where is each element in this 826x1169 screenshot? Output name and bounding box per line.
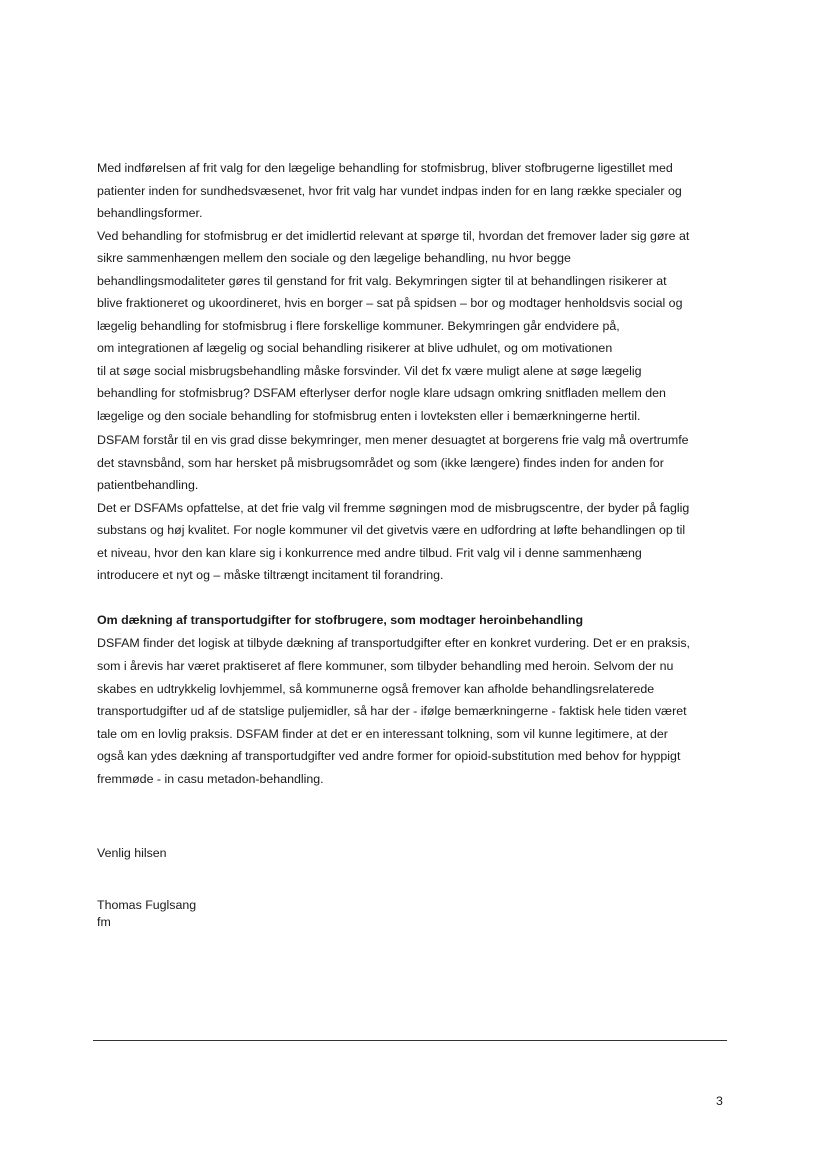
text-line: lægelige og den sociale behandling for stofmisbrug enten i lovteksten eller i bemærkningerne hertil. [97,409,641,423]
section-heading: Om dækning af transportudgifter for stofbrugere, som modtager heroinbehandling [97,613,584,627]
text-line: lægelig behandling for stofmisbrug i flere forskellige kommuner. Bekymringen går endvidere på, [97,319,620,333]
text-line: behandlingsmodaliteter gøres til genstand for frit valg. Bekymringen sigter til at behandlingen risikerer at [97,274,667,288]
text-line: tale om en lovlig praksis. DSFAM finder at det er en interessant tolkning, som vil kunne legitimere, at der [97,727,668,741]
footer-divider [93,1040,727,1041]
text-line: Det er DSFAMs opfattelse, at det frie valg vil fremme søgningen mod de misbrugscentre, der byder på faglig [97,501,690,515]
text-line: behandlingsformer. [97,206,203,220]
text-line: blive fraktioneret og ukoordineret, hvis en borger – sat på spidsen – bor og modtager henholdsvis social og [97,296,683,310]
text-line: sikre sammenhængen mellem den sociale og den lægelige behandling, nu hvor begge [97,251,571,265]
text-line: fremmøde - in casu metadon-behandling. [97,772,324,786]
signature-name: Thomas Fuglsang [97,898,197,912]
text-line: et niveau, hvor den kan klare sig i konkurrence med andre tilbud. Frit valg vil i denne sammenhæng [97,546,642,560]
text-line: det stavnsbånd, som har hersket på misbrugsområdet og som (ikke længere) findes inden for anden for [97,456,664,470]
text-line: skabes en udtrykkelig lovhjemmel, så kommunerne også fremover kan afholde behandlingsrelaterede [97,682,655,696]
text-line: transportudgifter ud af de statslige puljemidler, så har der - ifølge bemærkningerne - faktisk hele tiden været [97,704,687,718]
text-line: introducere et nyt og – måske tiltrængt incitament til forandring. [97,568,444,582]
text-line: DSFAM forstår til en vis grad disse bekymringer, men mener desuagtet at borgerens frie valg må overtrumfe [97,433,689,447]
closing-greeting: Venlig hilsen [97,846,167,860]
text-line: som i årevis har været praktiseret af flere kommuner, som tilbyder behandling med heroin. Selvom der nu [97,659,674,673]
text-line: behandling for stofmisbrug? DSFAM efterlyser derfor nogle klare udsagn omkring snitfladen mellem den [97,386,666,400]
text-line: substans og høj kvalitet. For nogle kommuner vil det givetvis være en udfordring at løfte behandlingen op til [97,523,686,537]
text-line: DSFAM finder det logisk at tilbyde dækning af transportudgifter efter en konkret vurdering. Det er en praksis, [97,636,690,650]
text-line: Med indførelsen af frit valg for den lægelige behandling for stofmisbrug, bliver stofbrugerne ligestillet med [97,161,673,175]
text-line: om integrationen af lægelig og social behandling risikerer at blive udhulet, og om motivationen [97,341,613,355]
text-line: Ved behandling for stofmisbrug er det imidlertid relevant at spørge til, hvordan det fremover lader sig gøre at [97,229,690,243]
signature-initials: fm [97,915,111,929]
page-number: 3 [716,1094,723,1108]
text-line: også kan ydes dækning af transportudgifter ved andre former for opioid-substitution med behov for hyppigt [97,749,681,763]
text-line: til at søge social misbrugsbehandling måske forsvinder. Vil det fx være muligt alene at søge lægelig [97,364,642,378]
text-line: patientbehandling. [97,478,199,492]
text-line: patienter inden for sundhedsvæsenet, hvor frit valg har vundet indpas inden for en lang række specialer og [97,184,682,198]
